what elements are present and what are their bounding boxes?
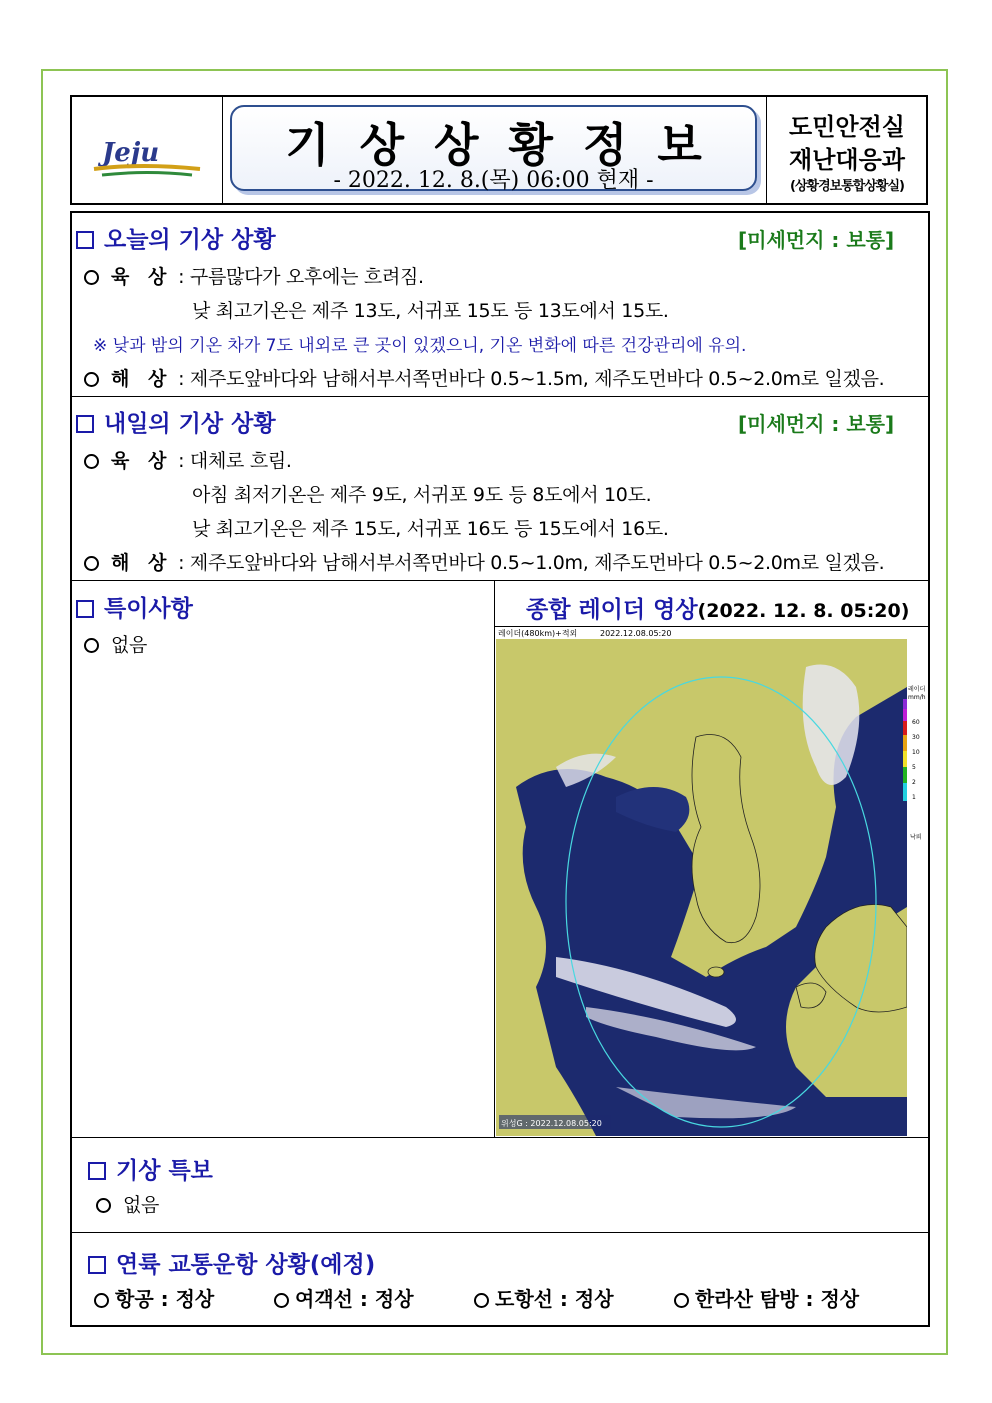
- circle-bullet-icon: [84, 454, 99, 469]
- logo-text: Jeju: [102, 138, 160, 168]
- header-table: [70, 95, 928, 205]
- tomorrow-fine-dust: [미세먼지 : 보통]: [738, 412, 895, 436]
- today-section-title: 오늘의 기상 상황: [76, 221, 276, 254]
- traffic-item-air: 항공 : 정상: [94, 1283, 214, 1312]
- circle-bullet-icon: [94, 1293, 109, 1308]
- special-section-title: 특이사항: [76, 590, 193, 623]
- page-title: 기상상황정보: [285, 118, 732, 172]
- circle-bullet-icon: [84, 638, 99, 653]
- legend-unit: mm/h: [908, 694, 926, 701]
- department-line-3: (상황경보통합상황실): [790, 179, 904, 194]
- radar-header-left: 레이더(480km)+적외: [498, 629, 578, 638]
- today-land-temp: 낮 최고기온은 제주 13도, 서귀포 15도 등 13도에서 15도.: [192, 300, 669, 322]
- today-note: ※ 낮과 밤의 기온 차가 7도 내외로 큰 곳이 있겠으니, 기온 변화에 따른 건강관리에 유의.: [93, 336, 747, 356]
- radar-image: [496, 627, 907, 1136]
- department-line-1: 도민안전실: [789, 113, 905, 141]
- checkbox-icon: [76, 231, 94, 249]
- logo-cell: [72, 97, 223, 203]
- today-sea: 해 상 : 제주도앞바다와 남해서부서쪽먼바다 0.5~1.5m, 제주도먼바다 0.5~2.0m로 일겠음.: [84, 364, 884, 391]
- today-fine-dust: [미세먼지 : 보통]: [738, 228, 895, 252]
- legend-value: 1: [912, 794, 916, 801]
- report-datetime: - 2022. 12. 8.(목) 06:00 현재 -: [333, 168, 654, 193]
- radar-legend: [903, 699, 907, 801]
- checkbox-icon: [76, 600, 94, 618]
- tomorrow-sea: 해 상 : 제주도앞바다와 남해서부서쪽먼바다 0.5~1.0m, 제주도먼바다 0.5~2.0m로 일겠음.: [84, 548, 884, 575]
- radar-legend-values: [912, 715, 920, 805]
- circle-bullet-icon: [96, 1198, 111, 1213]
- radar-header-right: 2022.12.08.05:20: [600, 629, 672, 638]
- divider-tomorrow: [70, 580, 928, 581]
- traffic-section-title: 연륙 교통운항 상황(예정): [88, 1246, 375, 1279]
- today-land: 육 상 : 구름많다가 오후에는 흐려짐.: [84, 262, 424, 289]
- legend-value: 5: [912, 764, 916, 771]
- legend-value: 2: [912, 779, 916, 786]
- title-box: [230, 105, 757, 191]
- legend-value: 60: [912, 719, 920, 726]
- traffic-item-hallasan: 한라산 탐방 : 정상: [674, 1283, 859, 1312]
- special-item: 없음: [84, 630, 147, 657]
- circle-bullet-icon: [84, 270, 99, 285]
- traffic-item-ferry: 여객선 : 정상: [274, 1283, 414, 1312]
- department-line-2: 재난대응과: [789, 146, 905, 174]
- warning-section-title: 기상 특보: [88, 1152, 213, 1185]
- traffic-item-island-ferry: 도항선 : 정상: [474, 1283, 614, 1312]
- radar-footer: 위성G : 2022.12.08.05:20: [501, 1119, 602, 1128]
- radar-legend-labels: [908, 686, 928, 702]
- tomorrow-land: 육 상 : 대체로 흐림.: [84, 446, 292, 473]
- divider-today: [70, 396, 928, 397]
- department-cell: [766, 97, 927, 203]
- radar-title: 종합 레이더 영상(2022. 12. 8. 05:20): [526, 597, 910, 623]
- legend-value: 10: [912, 749, 920, 756]
- legend-value: 30: [912, 734, 920, 741]
- checkbox-icon: [88, 1162, 106, 1180]
- legend-lightning: 낙뢰: [910, 834, 922, 841]
- circle-bullet-icon: [674, 1293, 689, 1308]
- divider-special: [70, 1137, 928, 1138]
- circle-bullet-icon: [84, 372, 99, 387]
- divider-radar-vertical: [494, 580, 495, 1137]
- circle-bullet-icon: [84, 556, 99, 571]
- circle-bullet-icon: [474, 1293, 489, 1308]
- legend-title: 레이더: [908, 686, 926, 693]
- jeju-logo: [72, 97, 222, 203]
- checkbox-icon: [88, 1256, 106, 1274]
- tomorrow-land-max: 낮 최고기온은 제주 15도, 서귀포 16도 등 15도에서 16도.: [192, 518, 669, 540]
- tomorrow-section-title: 내일의 기상 상황: [76, 405, 276, 438]
- checkbox-icon: [76, 415, 94, 433]
- warning-item: 없음: [96, 1190, 159, 1217]
- circle-bullet-icon: [274, 1293, 289, 1308]
- tomorrow-land-min: 아침 최저기온은 제주 9도, 서귀포 9도 등 8도에서 10도.: [192, 484, 652, 506]
- divider-warning: [70, 1232, 928, 1233]
